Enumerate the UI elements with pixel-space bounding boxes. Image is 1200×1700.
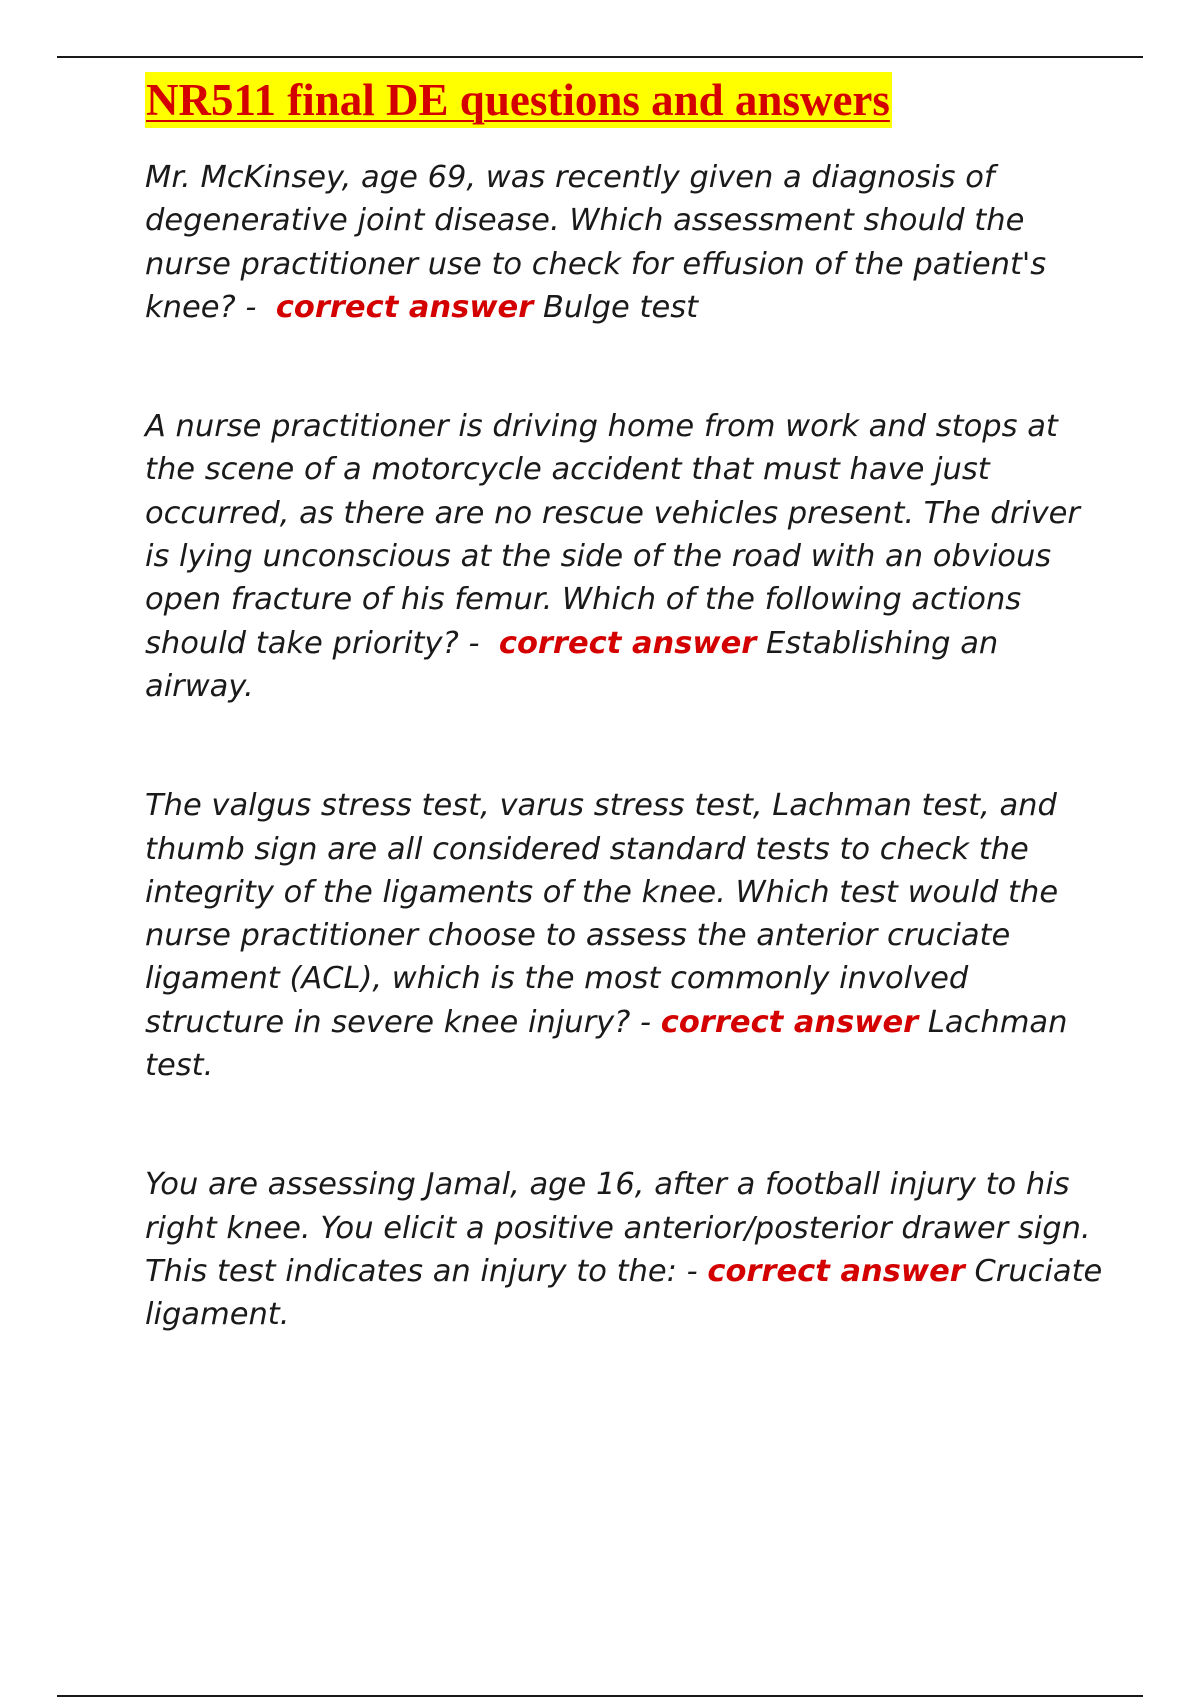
page-bottom-rule	[57, 1695, 1143, 1697]
question-text: A nurse practitioner is driving home from work and stops at the scene of a motorcycle accident that must have just occurred, as there are no rescue vehicles present. The driver is lying unconscious at the side of the road with an obvious open fracture of his femur. Which of the following actions should take priority? -	[145, 409, 1080, 661]
correct-answer-label: correct answer	[707, 1253, 965, 1289]
answer-text: Establishing an airway.	[145, 625, 999, 704]
correct-answer-label: correct answer	[275, 289, 534, 325]
answer-text: Lachman test.	[145, 1004, 1068, 1084]
question-text: You are assessing Jamal, age 16, after a football injury to his right knee. You elicit a positive anterior/posterior drawer sign. This test indicates an injury to the: -	[145, 1167, 1091, 1289]
qa-item	[145, 405, 1105, 708]
qa-item	[145, 1163, 1105, 1336]
correct-answer-label: correct answer	[660, 1004, 919, 1040]
question-text: The valgus stress test, varus stress test, Lachman test, and thumb sign are all considered standard tests to check the integrity of the ligaments of the knee. Which test would the nurse practitioner choose to assess the anterior cruciate ligament (ACL), which is the most commonly involved structure in severe knee injury? -	[145, 788, 1059, 1040]
qa-item	[145, 784, 1105, 1087]
document-title: NR511 final DE questions and answers	[145, 72, 892, 128]
question-text: Mr. McKinsey, age 69, was recently given a diagnosis of degenerative joint disease. Which assessment should the nurse practitioner use to check for effusion of the patient's knee? -	[145, 160, 1047, 325]
qa-item	[145, 156, 1105, 329]
answer-text: Bulge test	[542, 289, 699, 325]
correct-answer-label: correct answer	[498, 625, 757, 661]
answer-text: Cruciate ligament.	[145, 1253, 1103, 1333]
page-top-rule	[57, 56, 1143, 58]
document-body	[145, 72, 1105, 1337]
